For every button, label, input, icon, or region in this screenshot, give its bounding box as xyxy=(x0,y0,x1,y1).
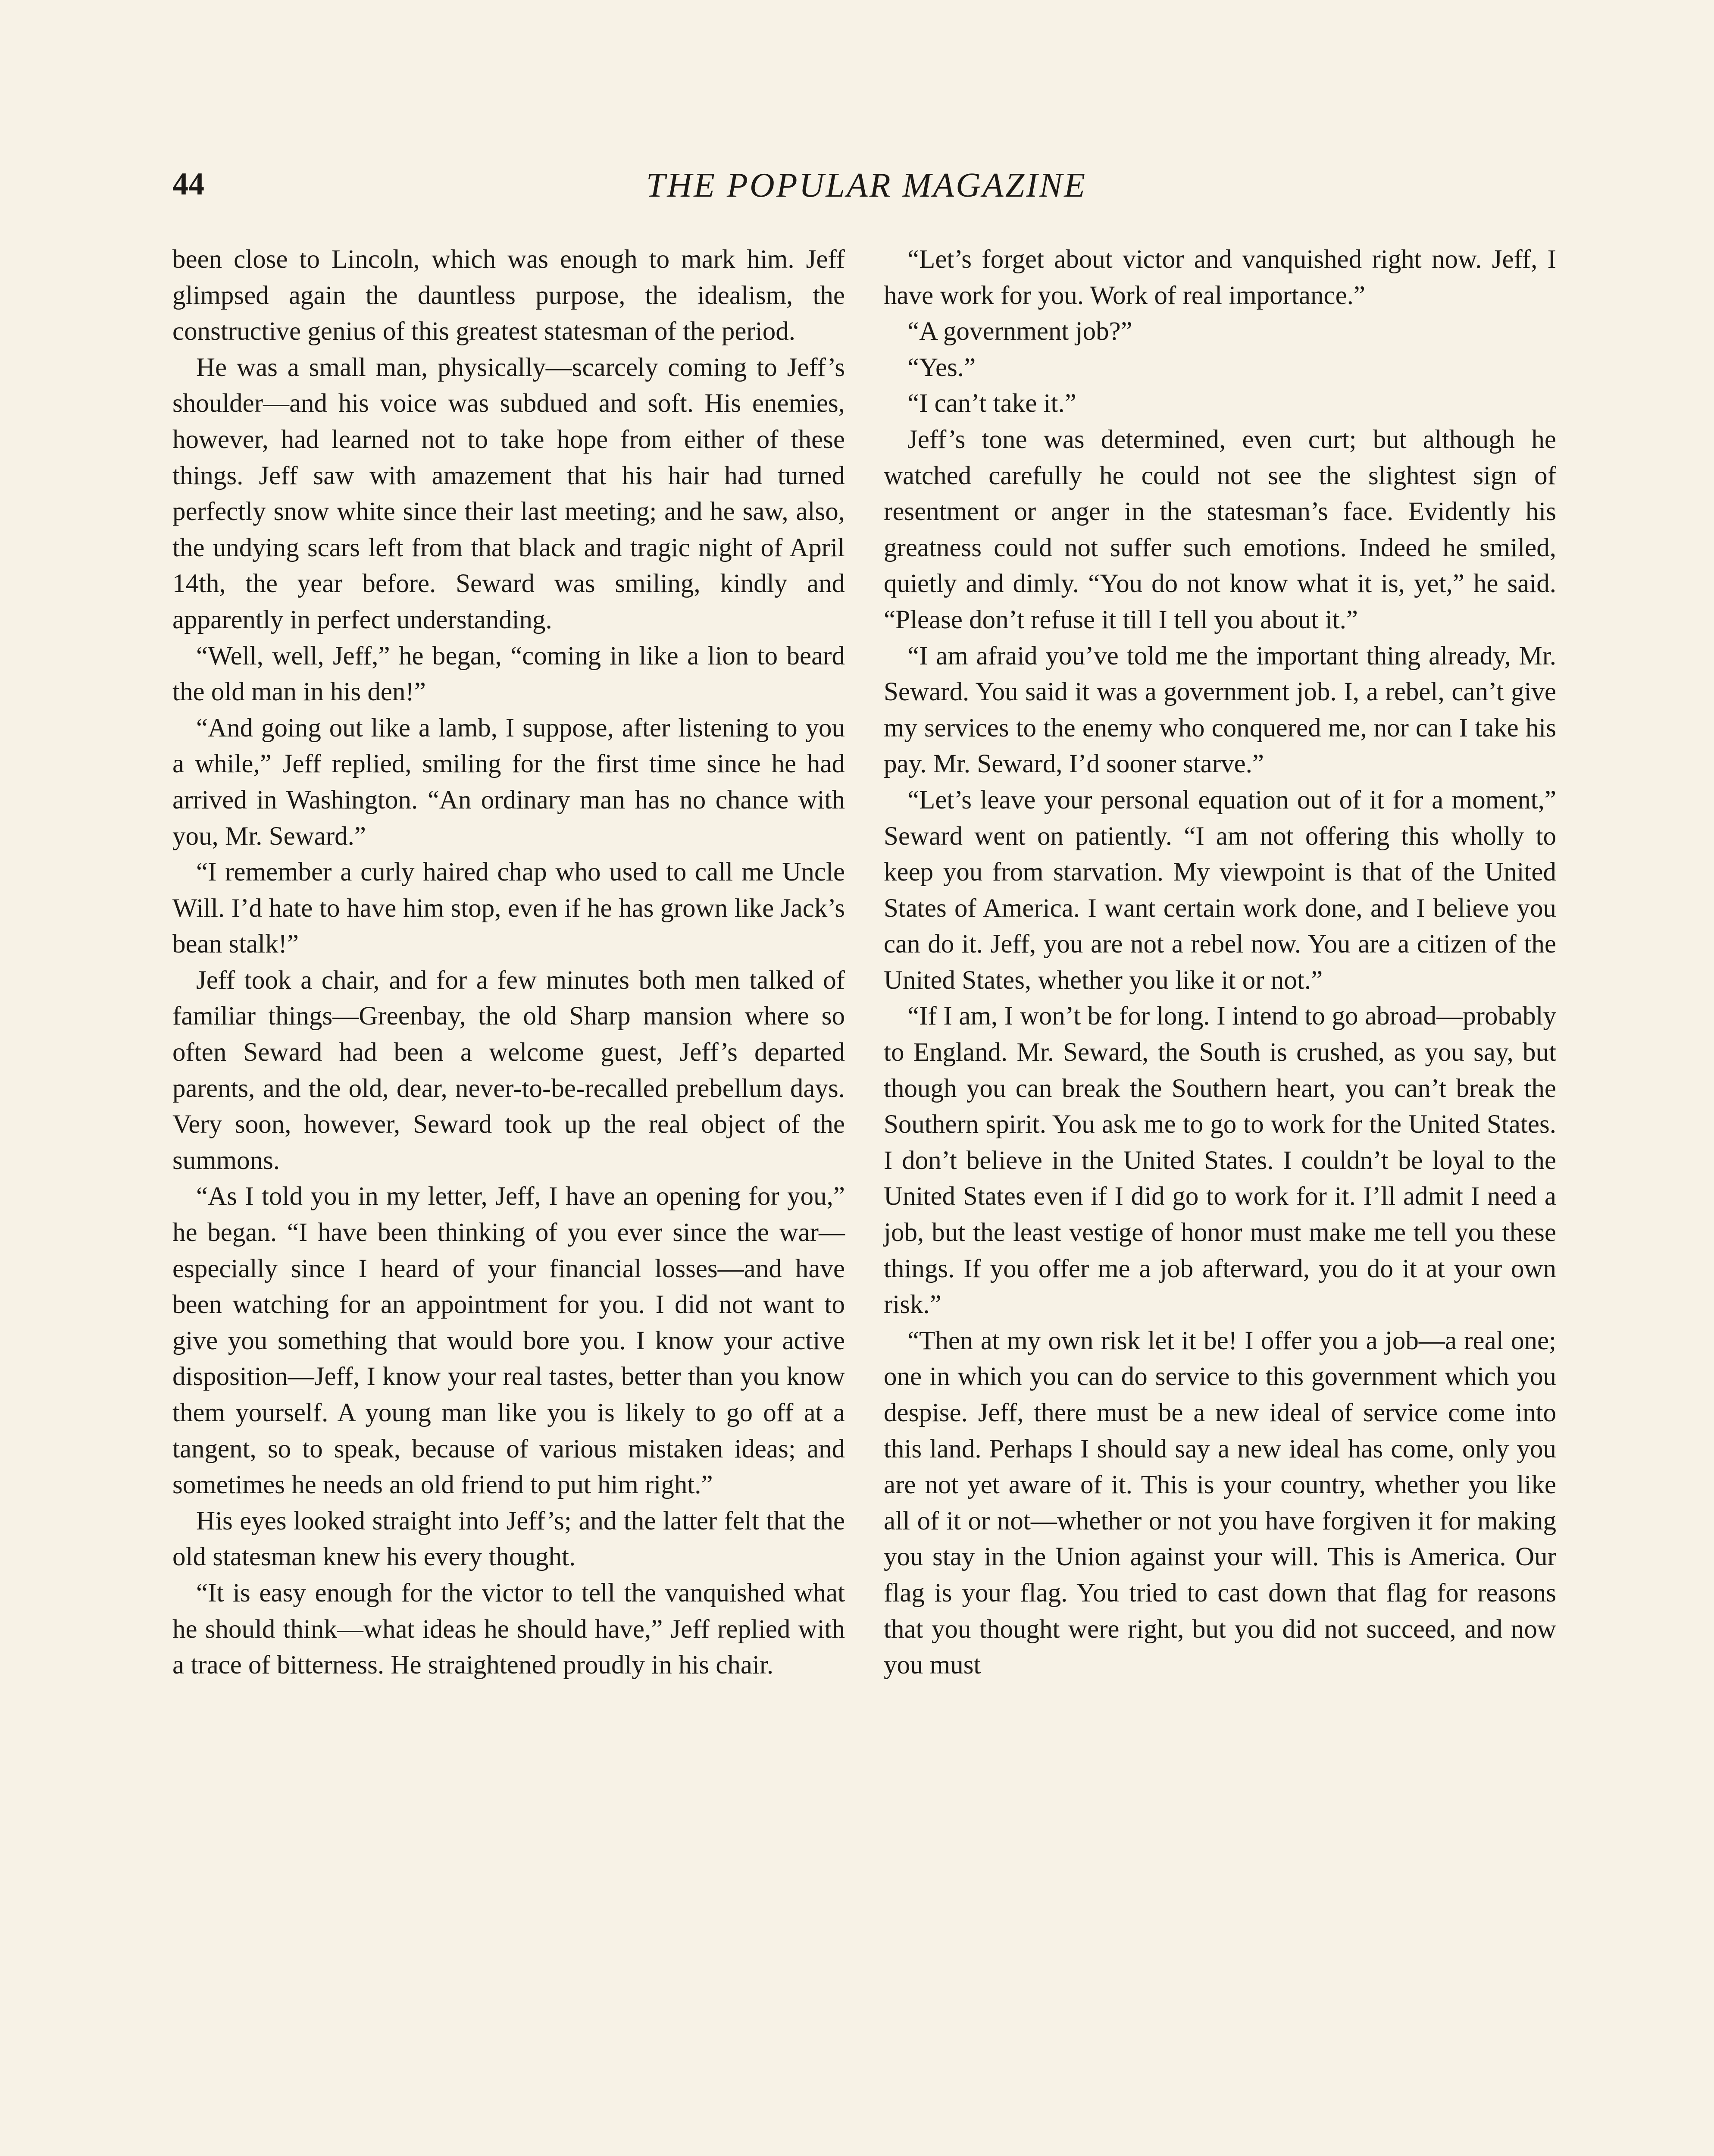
paragraph: “Then at my own risk let it be! I offer you a job—a real one; one in which you can do service to this government which you despise. Jeff, there must be a new ideal of service come into this land. Perhaps I should say a new ideal has come, only you are not yet aware of it. This is your country, whether you like all of it or not—whether or not you have forgiven it for making you stay in the Union against your will. This is America. Our flag is your flag. You tried to cast down that flag for reasons that you thought were right, but you did not succeed, and now you must xyxy=(884,1326,1556,1680)
page-header xyxy=(172,166,1561,213)
paragraph: “It is easy enough for the victor to tell the vanquished what he should think—what ideas he should have,” Jeff replied with a trace of bitterness. He straightened proudly in his chair. xyxy=(172,1578,845,1680)
paragraph: “Yes.” xyxy=(907,353,976,382)
paragraph: “A government job?” xyxy=(907,317,1132,346)
running-head: THE POPULAR MAGAZINE xyxy=(646,166,1087,204)
paragraph: “If I am, I won’t be for long. I intend to go abroad—probably to England. Mr. Seward, the South is crushed, as you say, but though you can break the Southern heart, you can’t break the Southern spirit. You ask me to go to work for the United States. I don’t believe in the United States. I couldn’t be loyal to the United States even if I did go to work for it. I’ll admit I need a job, but the least vestige of honor must make me tell you these things. If you offer me a job afterward, you do it at your own risk.” xyxy=(884,1002,1556,1319)
page-number: 44 xyxy=(172,166,204,202)
paragraph: Jeff took a chair, and for a few minutes both men talked of familiar things—Greenbay, the old Sharp mansion where so often Seward had been a welcome guest, Jeff’s departed parents, and the old, dear, never-to-be-recalled prebellum days. Very soon, however, Seward took up the real object of the summons. xyxy=(172,965,845,1175)
paragraph: “I can’t take it.” xyxy=(907,389,1076,418)
paragraph: “Let’s leave your personal equation out of it for a moment,” Seward went on patiently. “I am not offering this wholly to keep you from starvation. My viewpoint is that of the United States of America. I want certain work done, and I believe you can do it. Jeff, you are not a rebel now. You are a citizen of the United States, whether you like it or not.” xyxy=(884,785,1556,995)
paragraph: Jeff’s tone was determined, even curt; but although he watched carefully he could not see the slightest sign of resentment or anger in the statesman’s face. Evidently his greatness could not suffer such emotions. Indeed he smiled, quietly and dimly. “You do not know what it is, yet,” he said. “Please don’t refuse it till I tell you about it.” xyxy=(884,425,1556,634)
paragraph: “And going out like a lamb, I suppose, after listening to you a while,” Jeff replied, smiling for the first time since he had arrived in Washington. “An ordinary man has no chance with you, Mr. Seward.” xyxy=(172,713,845,851)
right-column xyxy=(884,241,1556,1683)
left-column xyxy=(172,241,845,1683)
paragraph: “I remember a curly haired chap who used to call me Uncle Will. I’d hate to have him stop, even if he has grown like Jack’s bean stalk!” xyxy=(172,858,845,959)
paragraph: He was a small man, physically—scarcely coming to Jeff’s shoulder—and his voice was subdued and soft. His enemies, however, had learned not to take hope from either of these things. Jeff saw with amazement that his hair had turned perfectly snow white since their last meeting; and he saw, also, the undying scars left from that black and tragic night of April 14th, the year before. Seward was smiling, kindly and apparently in perfect understanding. xyxy=(172,353,845,634)
paragraph: “Well, well, Jeff,” he began, “coming in like a lion to beard the old man in his den!” xyxy=(172,641,845,707)
paragraph: “I am afraid you’ve told me the important thing already, Mr. Seward. You said it was a government job. I, a rebel, can’t give my services to the enemy who conquered me, nor can I take his pay. Mr. Seward, I’d sooner starve.” xyxy=(884,641,1556,779)
paragraph: “Let’s forget about victor and vanquished right now. Jeff, I have work for you. Work of real importance.” xyxy=(884,245,1556,310)
paragraph: His eyes looked straight into Jeff’s; and the latter felt that the old statesman knew his every thought. xyxy=(172,1506,845,1572)
paragraph: been close to Lincoln, which was enough to mark him. Jeff glimpsed again the dauntless purpose, the idealism, the constructive genius of this greatest statesman of the period. xyxy=(172,245,845,346)
paragraph: “As I told you in my letter, Jeff, I have an opening for you,” he began. “I have been thinking of you ever since the war—especially since I heard of your financial losses—and have been watching for an appointment for you. I did not want to give you something that would bore you. I know your active disposition—Jeff, I know your real tastes, better than you know them yourself. A young man like you is likely to go off at a tangent, so to speak, because of various mistaken ideas; and sometimes he needs an old friend to put him right.” xyxy=(172,1182,845,1500)
